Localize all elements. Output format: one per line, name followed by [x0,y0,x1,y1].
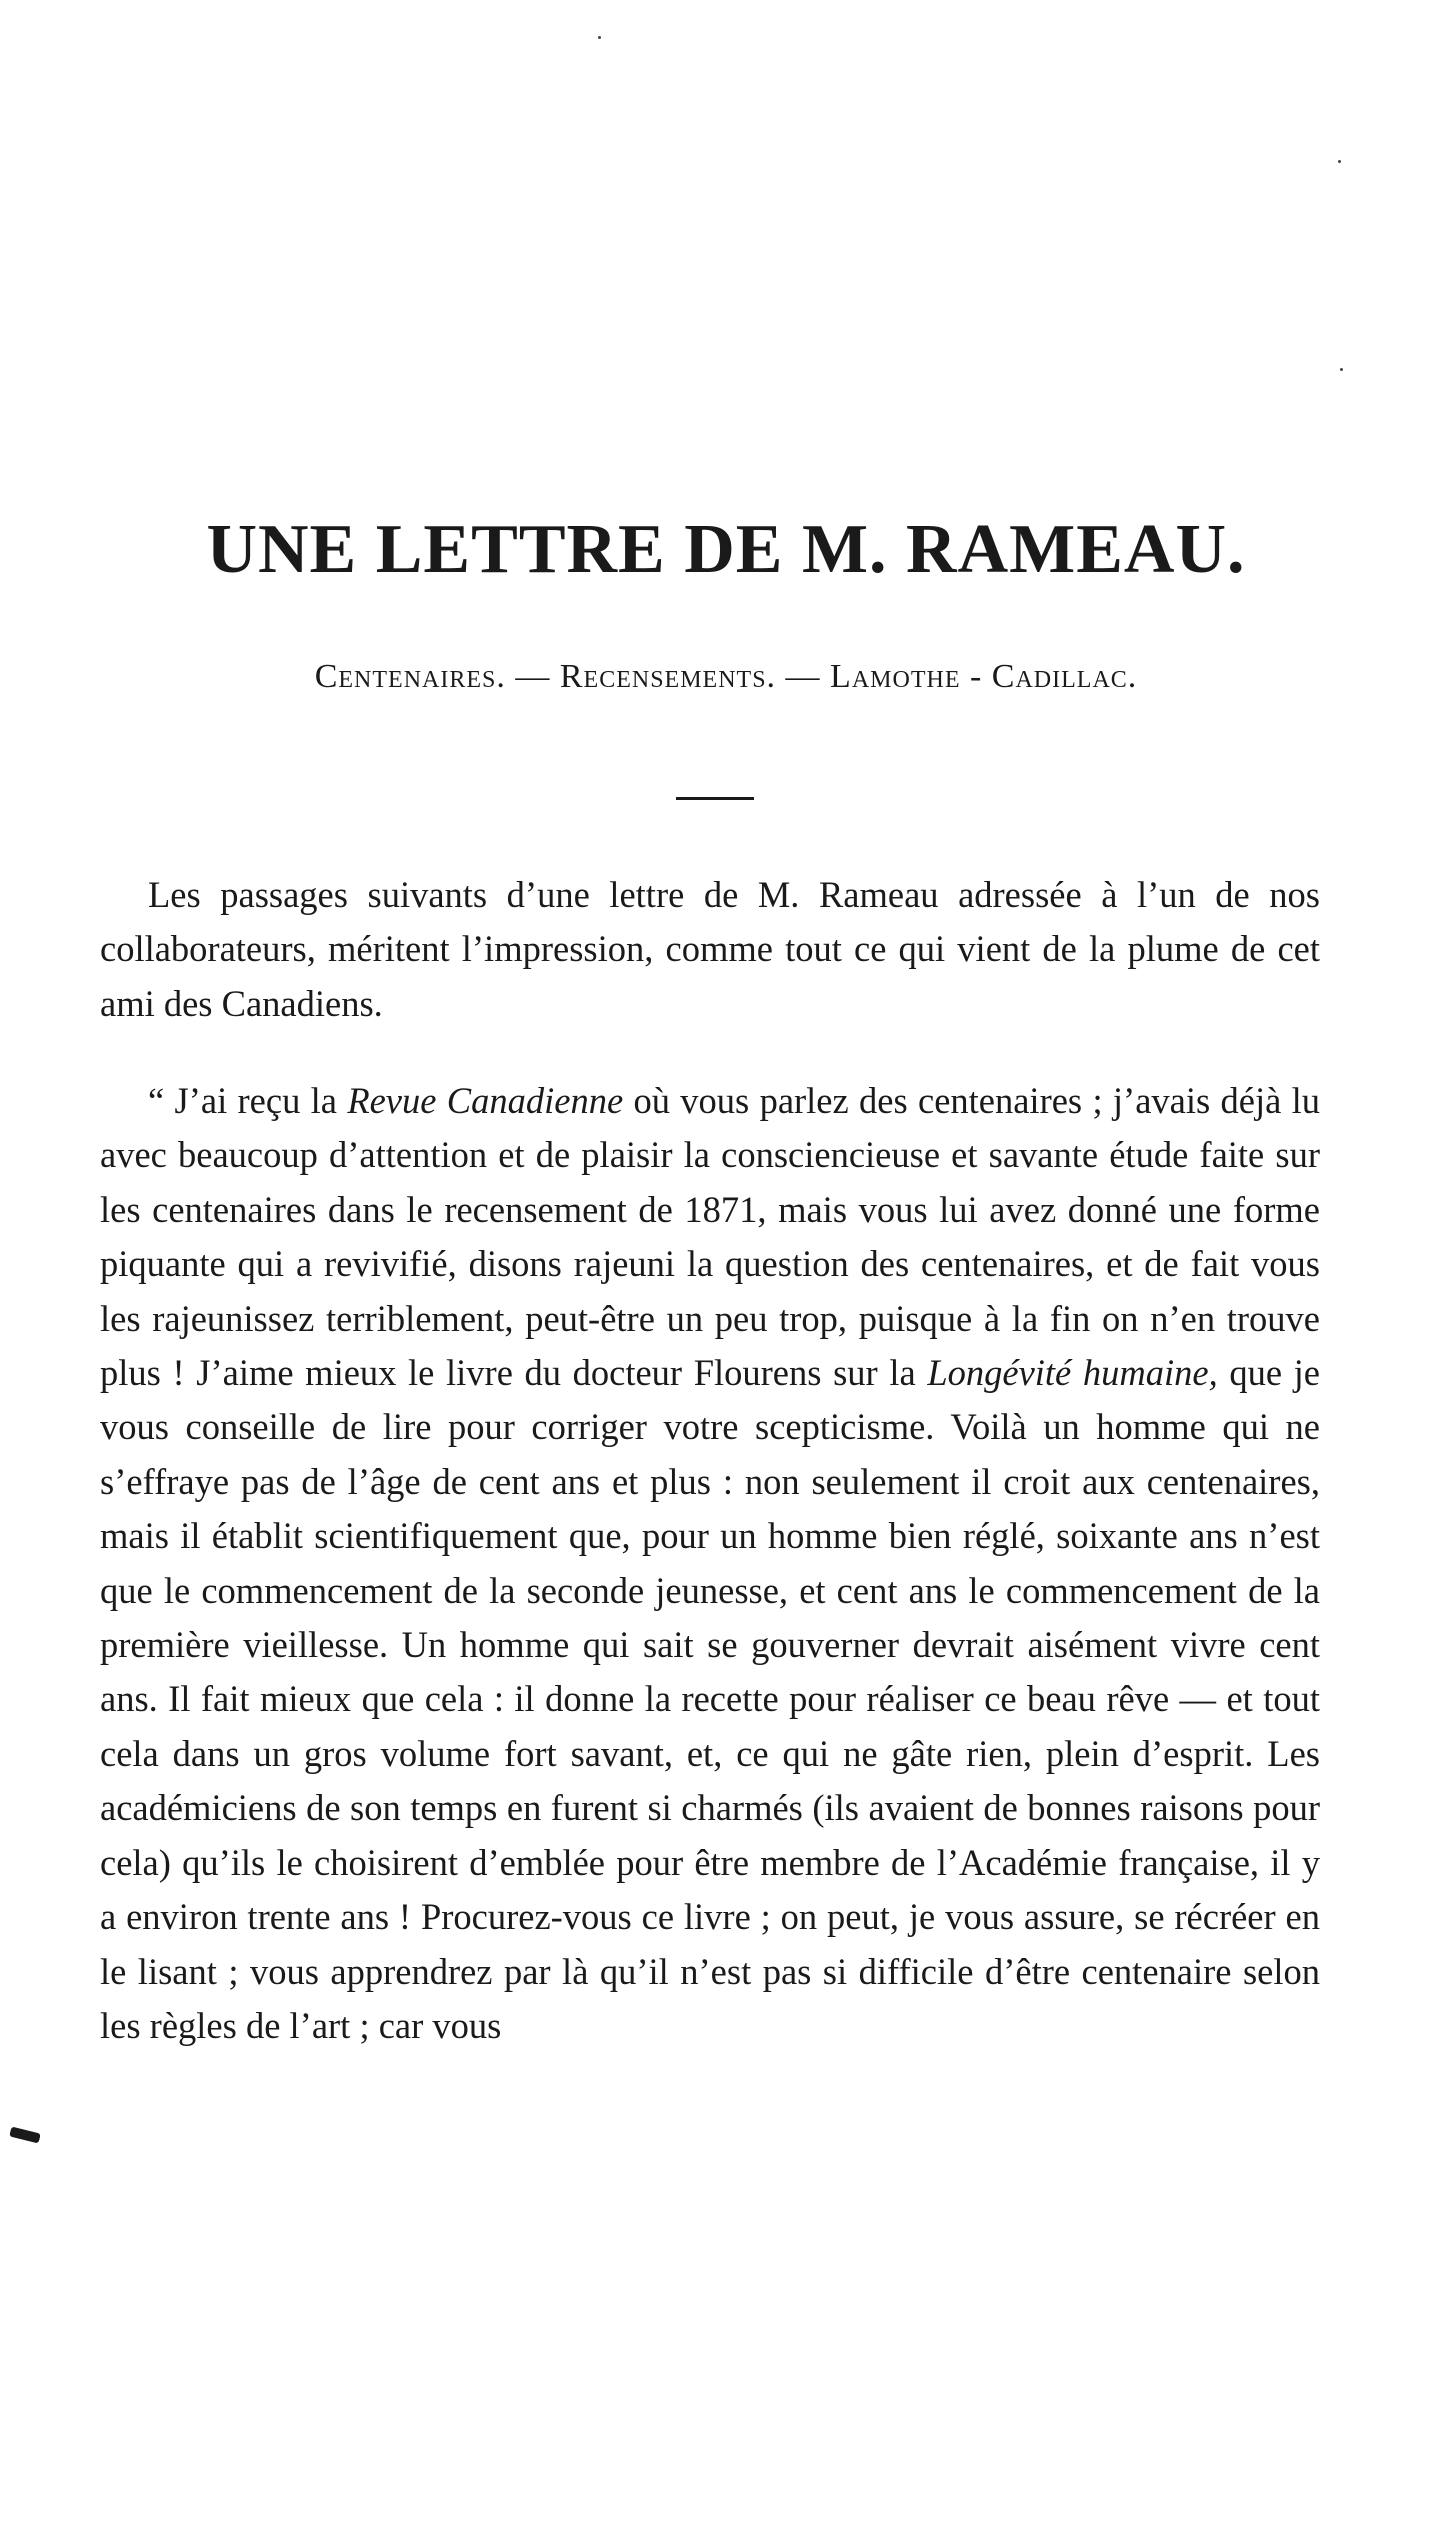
scan-speck [1340,368,1343,371]
letter-text: que je vous conseille de lire pour corriger votre scepticisme. Voilà un homme qui ne s’effraye pas de l’âge de cent ans et plus : non seulement il croit aux centenaires, mais il établit scientifiquement que, pour un homme bien réglé, soixante ans n’est que le commencement de la seconde jeunesse, et cent ans le commencement de la première vieillesse. Un homme qui sait se gouverner devrait aisément vivre cent ans. Il fait mieux que cela : il donne la recette pour réaliser ce beau rêve — et tout cela dans un gros volume fort savant, et, ce qui ne gâte rien, plein d’esprit. Les académiciens de son temps en furent si charmés (ils avaient de bonnes raisons pour cela) qu’ils le choisirent d’emblée pour être membre de l’Académie française, il y a environ trente ans ! Procurez-vous ce livre ; on peut, je vous assure, se récréer en le lisant ; vous apprendrez par là qu’il n’est pas si difficile d’être centenaire selon les règles de l’art ; car vous [100,1352,1320,2046]
margin-ink-mark [9,2127,41,2144]
intro-paragraph: Les passages suivants d’une lettre de M. Rameau adressée à l’un de nos collaborateurs, méritent l’impression, comme tout ce qui vient de la plume de cet ami des Canadiens. [100,874,1320,1024]
scan-speck [598,36,601,39]
letter-text: où vous parlez des centenaires ; j’avais déjà lu avec beaucoup d’attention et de plaisir la consciencieuse et savante étude faite sur les centenaires dans le recensement de 1871, mais vous lui avez donné une forme piquante qui a revivifié, disons rajeuni la question des centenaires, et de fait vous les rajeunissez terriblement, peut-être un peu trop, puisque à la fin on n’en trouve plus ! J’aime mieux le livre du docteur Flourens sur la [100,1080,1320,1394]
article-title: UNE LETTRE DE M. RAMEAU. [206,511,1246,588]
article-subtitle: Centenaires. — Recensements. — Lamothe - Cadillac. [314,658,1138,695]
book-title: Longévité humaine, [927,1352,1218,1394]
scan-speck [1338,160,1341,163]
section-divider [676,797,754,800]
letter-text: “ J’ai reçu la [148,1080,348,1121]
journal-title: Revue Canadienne [347,1080,624,1121]
letter-paragraph [100,1074,1320,2053]
